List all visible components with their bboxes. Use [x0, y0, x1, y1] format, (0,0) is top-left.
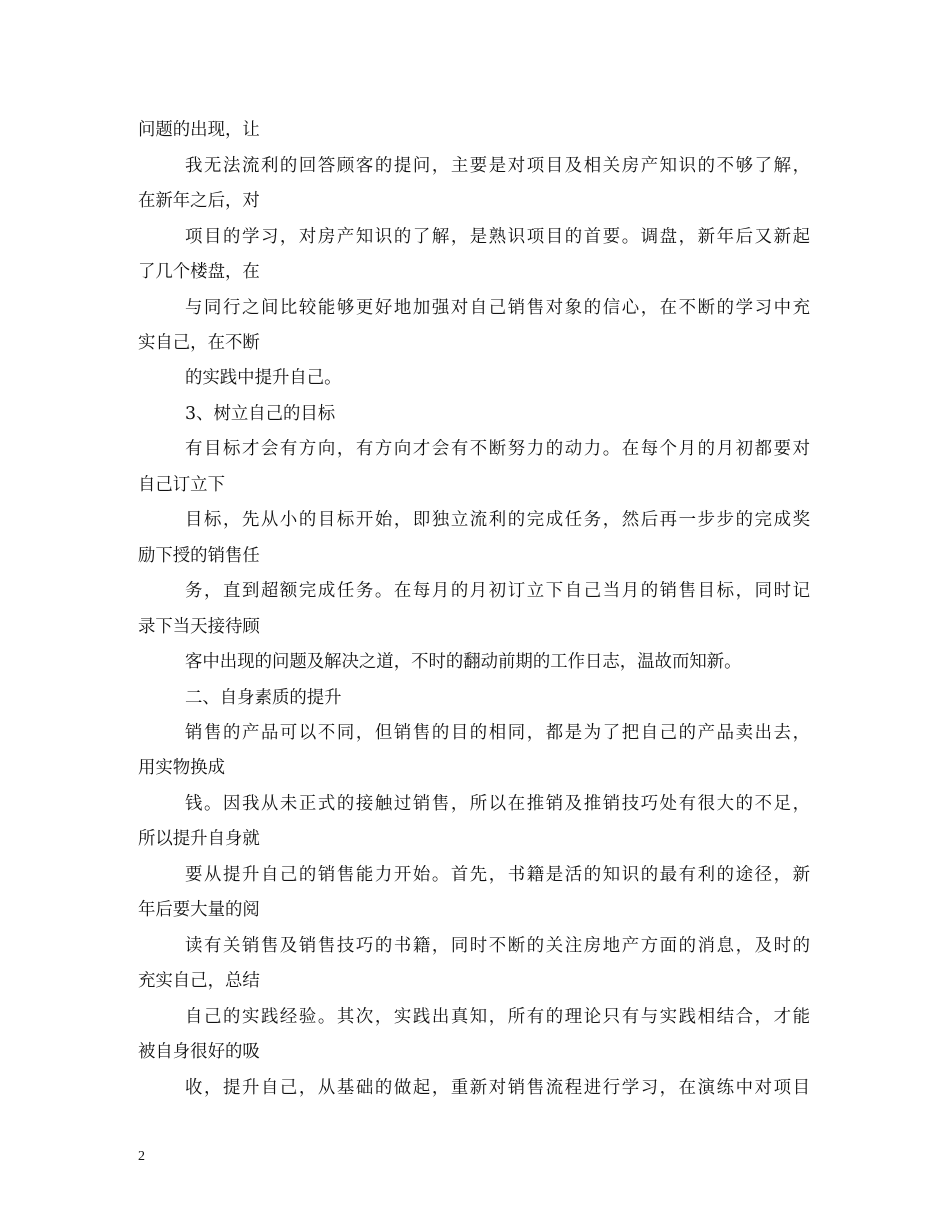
- text-line: 实自己，在不断: [138, 333, 260, 353]
- text-line: 目标，先从小的目标开始，即独立流利的完成任务，然后再一步步的完成奖: [185, 510, 810, 530]
- text-line: 的实践中提升自己。: [185, 368, 342, 388]
- text-line: 与同行之间比较能够更好地加强对自己销售对象的信心，在不断的学习中充: [185, 298, 810, 318]
- text-line: 我无法流利的回答顾客的提问，主要是对项目及相关房产知识的不够了解，: [185, 156, 810, 176]
- text-line: 被自身很好的吸: [138, 1042, 260, 1062]
- text-line: 所以提升自身就: [138, 829, 260, 849]
- text-line: 年后要大量的阅: [138, 900, 260, 920]
- text-line: 务，直到超额完成任务。在每月的月初订立下自己当月的销售目标，同时记: [185, 581, 810, 601]
- text-line: 收，提升自己，从基础的做起，重新对销售流程进行学习，在演练中对项目: [185, 1078, 810, 1098]
- text-line: 充实自己，总结: [138, 971, 260, 991]
- text-line: 了几个楼盘，在: [138, 262, 260, 282]
- section-heading: 3、树立自己的目标: [185, 404, 336, 424]
- text-line: 在新年之后，对: [138, 191, 260, 211]
- text-line: 要从提升自己的销售能力开始。首先，书籍是活的知识的最有利的途径，新: [185, 865, 810, 885]
- text-line: 项目的学习，对房产知识的了解，是熟识项目的首要。调盘，新年后又新起: [185, 227, 810, 247]
- text-line: 读有关销售及销售技巧的书籍，同时不断的关注房地产方面的消息，及时的: [185, 936, 810, 956]
- text-line: 用实物换成: [138, 758, 225, 778]
- text-line: 自己订立下: [138, 475, 225, 495]
- text-line: 自己的实践经验。其次，实践出真知，所有的理论只有与实践相结合，才能: [185, 1007, 810, 1027]
- text-line: 客中出现的问题及解决之道，不时的翻动前期的工作日志，温故而知新。: [185, 652, 742, 672]
- text-line: 钱。因我从未正式的接触过销售，所以在推销及推销技巧处有很大的不足，: [185, 794, 810, 814]
- page-number: 2: [138, 1149, 145, 1164]
- text-line: 问题的出现，让: [138, 120, 260, 140]
- text-line: 有目标才会有方向，有方向才会有不断努力的动力。在每个月的月初都要对: [185, 439, 810, 459]
- text-line: 励下授的销售任: [138, 546, 260, 566]
- text-line: 录下当天接待顾: [138, 617, 260, 637]
- section-heading: 二、自身素质的提升: [185, 688, 342, 708]
- text-line: 销售的产品可以不同，但销售的目的相同，都是为了把自己的产品卖出去，: [185, 723, 810, 743]
